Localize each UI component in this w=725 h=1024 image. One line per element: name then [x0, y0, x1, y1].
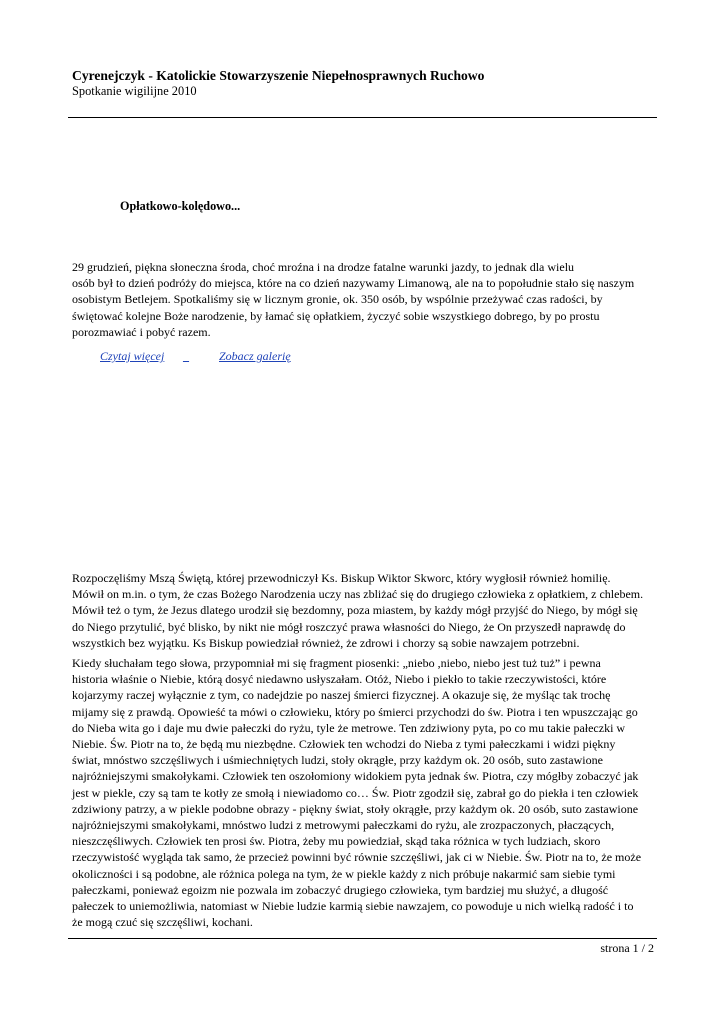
article-heading: Opłatkowo-kolędowo... — [120, 199, 241, 213]
paragraph-line: historia właśnie o Niebie, którą dosyć niedawno usłyszałam. Otóż, Niebo i piekło to takie rzeczywistości, które — [72, 672, 607, 687]
paragraph-line: pałeczkami, ponieważ egoizm nie pozwala im zobaczyć drugiego człowieka, tym bardziej mu służyć, a długość — [72, 882, 609, 897]
paragraph-line: rzeczywistość wygląda tak samo, że przecież powinni być równie szczęśliwi, jak ci w Niebie. Św. Piotr na to, że może — [72, 850, 642, 865]
paragraph-line: wszystkich bez wyjątku. Ks Biskup powiedział również, że zdrowi i chorzy są sobie nawzajem potrzebni. — [72, 635, 580, 650]
paragraph-line: pałeczek to uniemożliwia, natomiast w Niebie ludzie karmią siebie nawzajem, co powoduje u nich wielką radość i to — [72, 899, 634, 914]
paragraph-line: do Niego przytulić, być blisko, by nikt nie mógł roszczyć prawa własności do Niego, że On przyszedł naprawdę do — [72, 619, 626, 634]
intro-line: porozmawiać i pobyć razem. — [72, 324, 211, 339]
gallery-link[interactable]: Zobacz galerię — [219, 349, 291, 363]
intro-line: osób był to dzień podróży do miejsca, które na co dzień nazywamy Limanową, ale na to popołudnie stało się naszym — [72, 276, 635, 291]
header-divider — [68, 117, 657, 118]
link-separator: _ — [183, 349, 189, 363]
paragraph-line: Rozpoczęliśmy Mszą Świętą, której przewodniczył Ks. Biskup Wiktor Skworc, który wygłosił również homilię. — [72, 571, 611, 585]
paragraph-mass — [72, 570, 643, 651]
paragraph-line: kojarzymy raczej wyłącznie z tym, co nadejdzie po naszej śmierci fizycznej. A okazuje się, że myśląc tak trochę — [72, 688, 611, 703]
header-title: Cyrenejczyk - Katolickie Stowarzyszenie Niepełnosprawnych Ruchowo — [72, 68, 485, 83]
intro-line: 29 grudzień, piękna słoneczna środa, choć mroźna i na drodze fatalne warunki jazdy, to jednak dla wielu — [72, 260, 575, 274]
paragraph-line: mijamy się z prawdą. Opowieść ta mówi o człowieku, który po śmierci przychodzi do św. Piotra i ten wpuszczając go — [72, 704, 638, 719]
paragraph-story — [72, 655, 641, 930]
intro-paragraph — [72, 259, 634, 340]
paragraph-line: do Nieba wita go i daje mu dwie pałeczki do ryżu, tyle że metrowe. Ten zdziwiony pyta, po co mu takie pałeczki w — [72, 720, 626, 735]
article-links — [100, 349, 291, 364]
paragraph-line: Mówił on m.in. o tym, że czas Bożego Narodzenia uczy nas zbliżać się do drugiego człowieka z opłatkiem, z chlebem. — [72, 587, 644, 602]
paragraph-line: świat, mnóstwo szczęśliwych i uśmiechniętych ludzi, stoły okrągłe, przy każdym ok. 20 osób, suto zastawione — [72, 753, 603, 768]
page-number: strona 1 / 2 — [600, 941, 654, 955]
intro-line: świętować kolejne Boże narodzenie, by łamać się opłatkiem, życzyć sobie wszystkiego dobrego, by po prostu — [72, 308, 600, 323]
paragraph-line: że mogą czuć się szczęśliwi, kochani. — [72, 915, 253, 930]
paragraph-line: nieszczęśliwych. Człowiek ten prosi św. Piotra, żeby mu powiedział, skąd taka różnica w tych ludziach, skoro — [72, 834, 601, 849]
header-subtitle: Spotkanie wigilijne 2010 — [72, 84, 197, 98]
paragraph-line: jest w piekle, czy są tam te kotły ze smołą i niewiadomo co… Św. Piotr zgodził się, zabrał go do piekła i ten człowiek — [72, 785, 639, 800]
read-more-link[interactable]: Czytaj więcej — [100, 349, 165, 363]
footer-divider — [68, 938, 657, 939]
paragraph-line: Mówił też o tym, że Jezus dlatego urodził się bezdomny, poza miastem, by każdy mógł przyjść do Niego, by mógł się — [72, 603, 638, 618]
paragraph-line: najróżniejszymi smakołykami, mnóstwo ludzi z metrowymi pałeczkami do ryżu, ale zrozpaczonych, płaczących, — [72, 818, 615, 833]
paragraph-line: Kiedy słuchałam tego słowa, przypomniał mi się fragment piosenki: „niebo ,niebo, niebo jest tuż tuż” i pewna — [72, 656, 601, 670]
paragraph-line: okoliczności i są podobne, ale różnica polega na tym, że w piekle każdy z nich próbuje nakarmić sam siebie tymi — [72, 866, 616, 881]
paragraph-line: najróżniejszymi smakołykami. Człowiek ten oszołomiony widokiem pyta jednak św. Piotra, czy mógłby zobaczyć jak — [72, 769, 639, 784]
paragraph-line: zdziwiony patrzy, a w piekle podobne obrazy - piękny świat, stoły okrągłe, przy każdym ok. 20 osób, suto zastawione — [72, 801, 639, 816]
paragraph-line: Niebie. Św. Piotr na to, że będą mu niezbędne. Człowiek ten wchodzi do Nieba z tymi pałeczkami i widzi piękny — [72, 737, 616, 752]
intro-line: osobistym Betlejem. Spotkaliśmy się w licznym gronie, ok. 350 osób, by wspólnie przeżywać czas radości, by — [72, 292, 603, 307]
